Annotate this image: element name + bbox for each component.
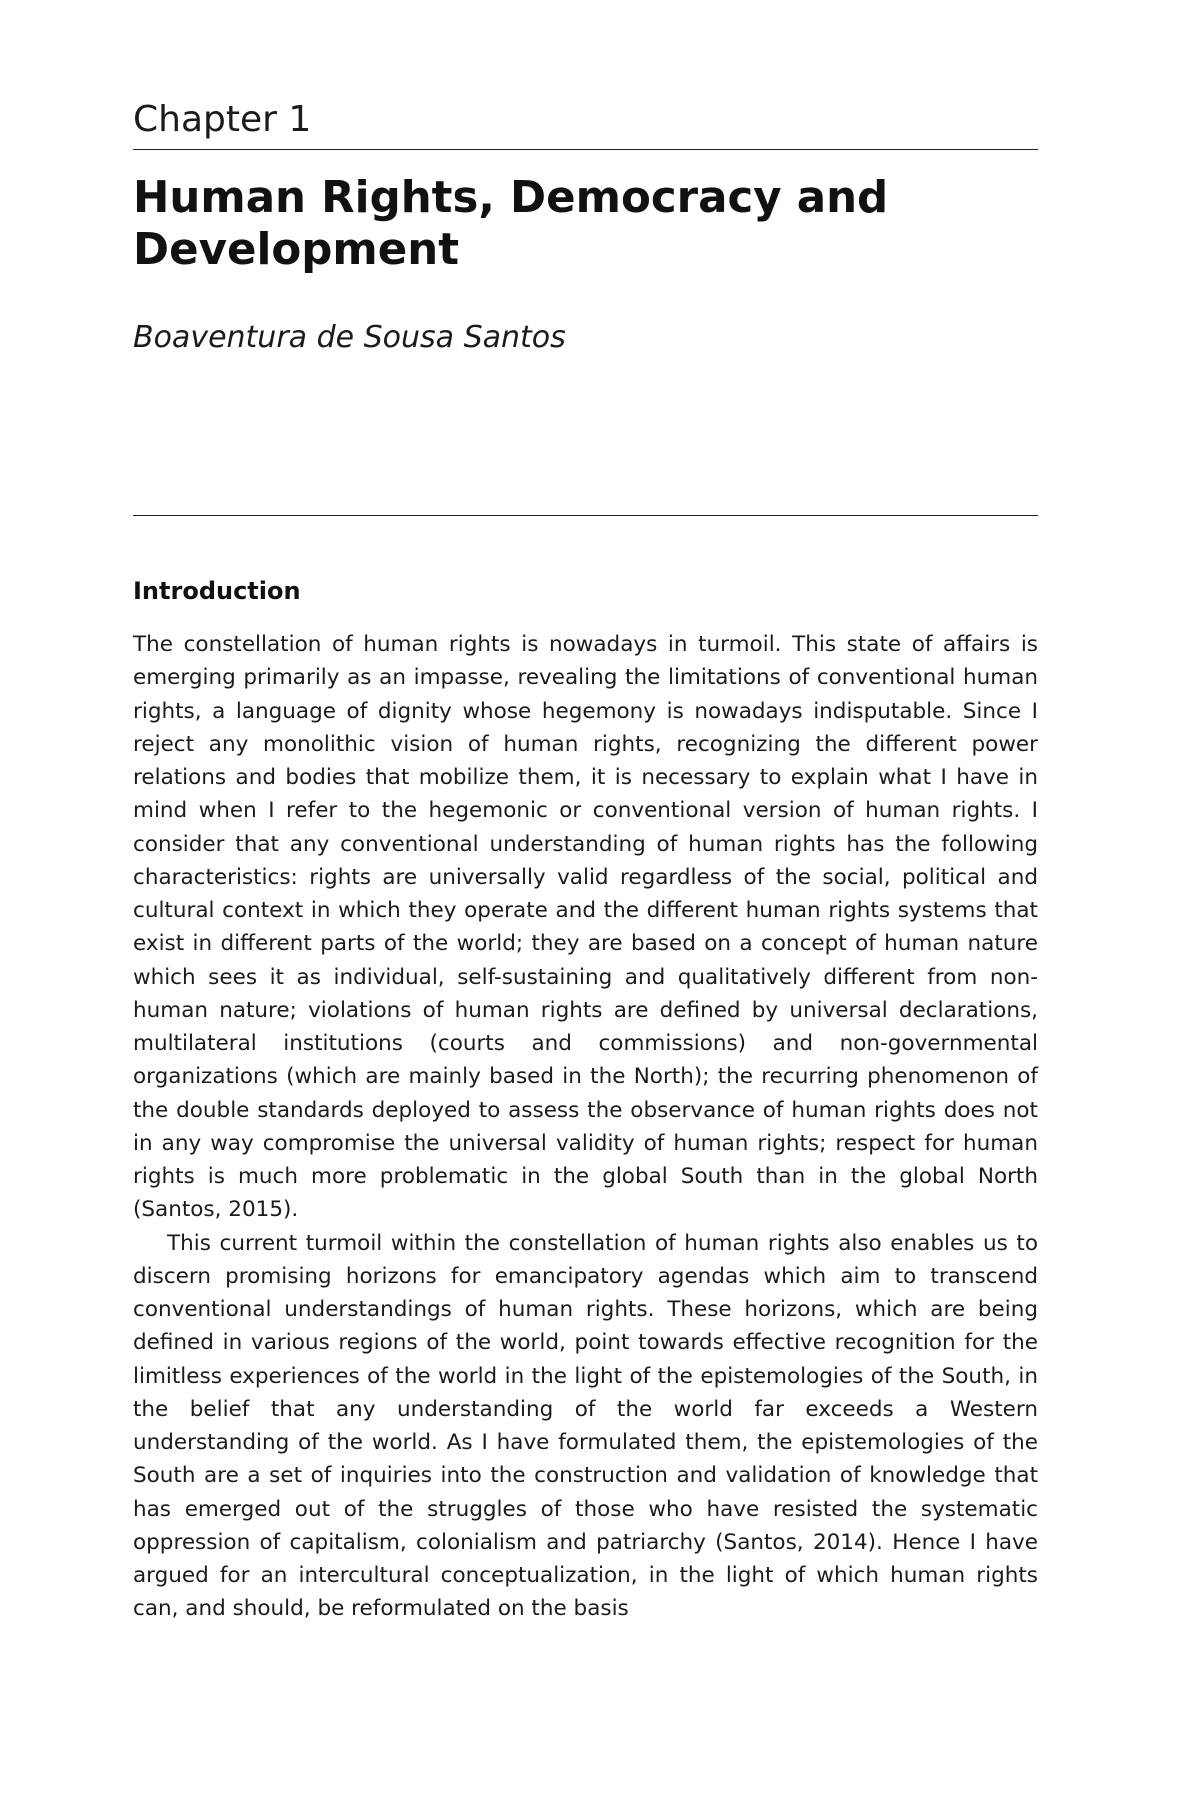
- chapter-top-rule: [133, 149, 1038, 150]
- chapter-title: Human Rights, Democracy and Development: [133, 173, 889, 275]
- chapter-label: Chapter 1: [133, 99, 312, 140]
- body-text: [133, 628, 1038, 1626]
- body-paragraph: The constellation of human rights is nowadays in turmoil. This state of affairs is emerging primarily as an impasse, revealing the limitations of conventional human rights, a language of dignity whose hegemony is nowadays indisputable. Since I reject any monolithic vision of human rights, recognizing the different power relations and bodies that mobilize them, it is necessary to explain what I have in mind when I refer to the hegemonic or conventional version of human rights. I consider that any conventional understanding of human rights has the following characteristics: rights are universally valid regardless of the social, political and cultural context in which they operate and the different human rights systems that exist in different parts of the world; they are based on a concept of human nature which sees it as individual, self-sustaining and qualitatively different from non-human nature; violations of human rights are defined by universal declarations, multilateral institutions (courts and commissions) and non-governmental organizations (which are mainly based in the North); the recurring phenomenon of the double standards deployed to assess the observance of human rights does not in any way compromise the universal validity of human rights; respect for human rights is much more problematic in the global South than in the global North (Santos, 2015).: [133, 632, 1038, 1223]
- body-paragraph: This current turmoil within the constellation of human rights also enables us to discern promising horizons for emancipatory agendas which aim to transcend conventional understandings of human rights. These horizons, which are being defined in various regions of the world, point towards effective recognition for the limitless experiences of the world in the light of the epistemologies of the South, in the belief that any understanding of the world far exceeds a Western understanding of the world. As I have formulated them, the epistemologies of the South are a set of inquiries into the construction and validation of knowledge that has emerged out of the struggles of those who have resisted the systematic oppression of capitalism, colonialism and patriarchy (Santos, 2014). Hence I have argued for an intercultural conceptualization, in the light of which human rights can, and should, be reformulated on the basis: [133, 1230, 1038, 1622]
- chapter-heading-divider: [133, 515, 1038, 516]
- section-heading: Introduction: [133, 577, 301, 605]
- author-name: Boaventura de Sousa Santos: [133, 320, 566, 355]
